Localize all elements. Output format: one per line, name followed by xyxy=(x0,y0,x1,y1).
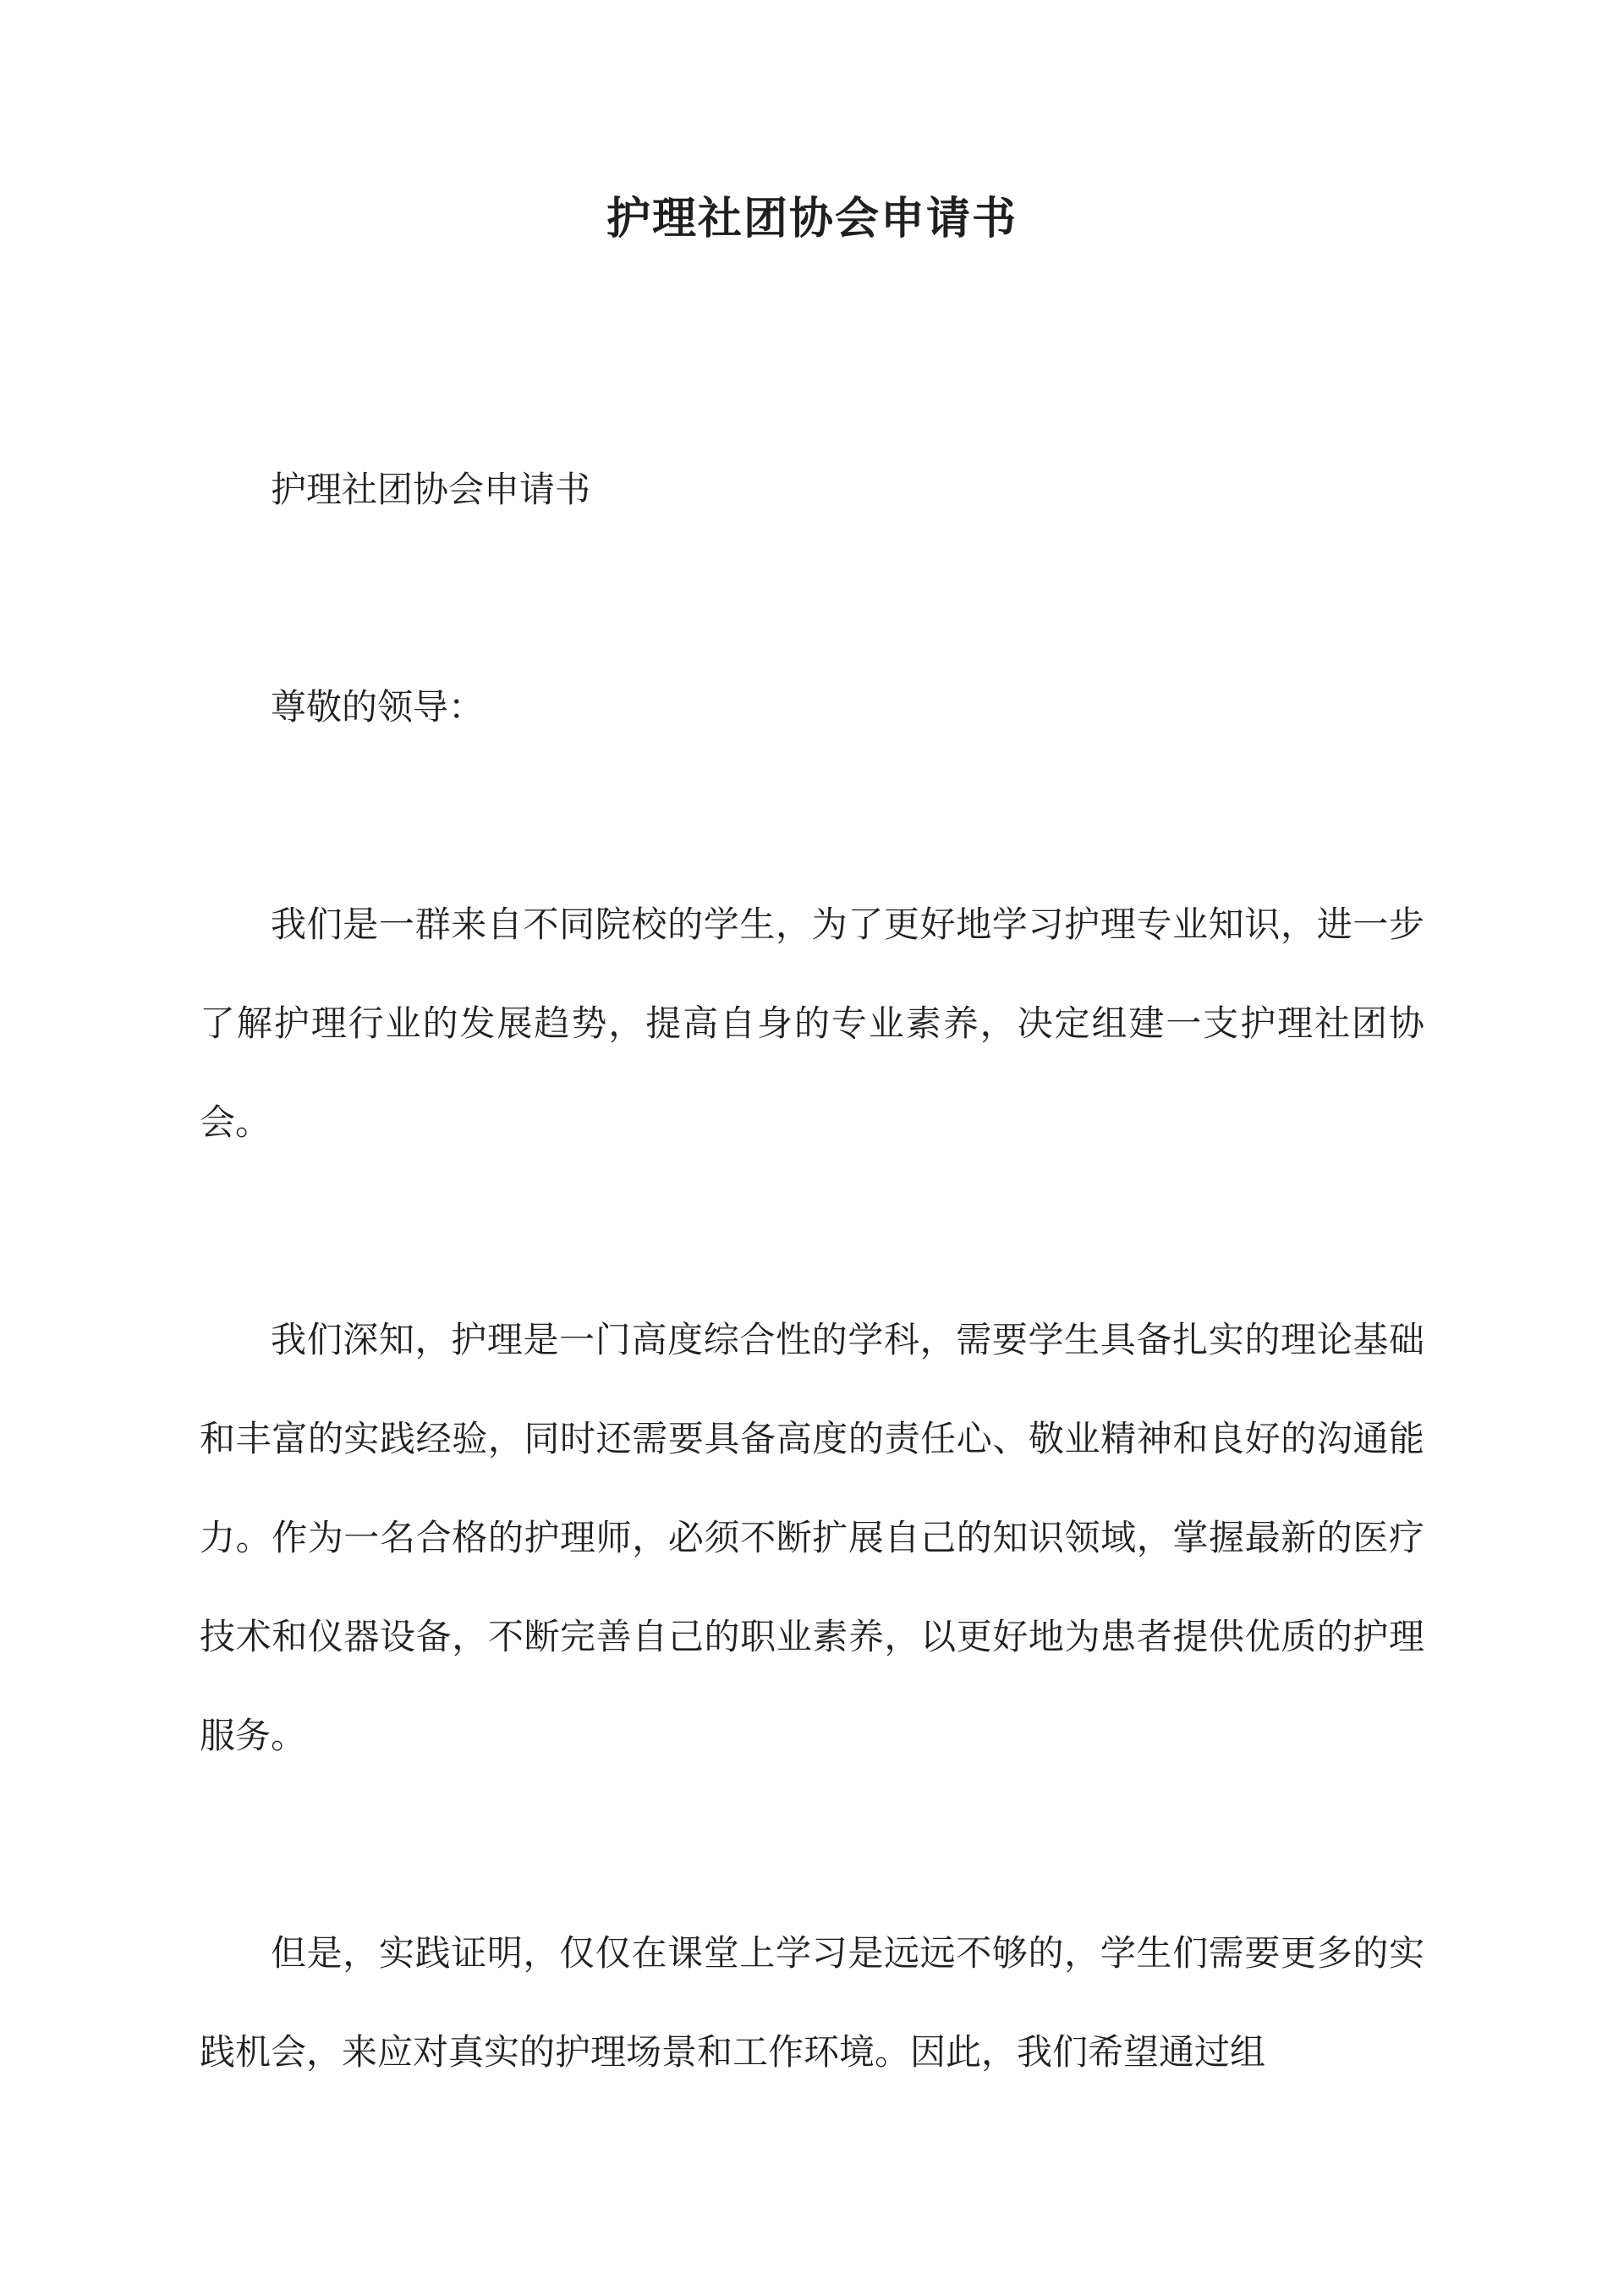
body-paragraph: 我们深知，护理是一门高度综合性的学科，需要学生具备扎实的理论基础和丰富的实践经验，同时还需要具备高度的责任心、敬业精神和良好的沟通能力。作为一名合格的护理师，必须不断扩展自己的知识领域，掌握最新的医疗技术和仪器设备，不断完善自己的职业素养，以更好地为患者提供优质的护理服务。 xyxy=(200,1319,1424,1756)
body-paragraph: 但是，实践证明，仅仅在课堂上学习是远远不够的，学生们需要更多的实践机会，来应对真实的护理场景和工作环境。因此，我们希望通过组 xyxy=(200,1932,1424,2073)
subtitle-paragraph: 护理社团协会申请书 xyxy=(271,469,591,510)
body-paragraph: 我们是一群来自不同院校的学生，为了更好地学习护理专业知识，进一步了解护理行业的发展趋势，提高自身的专业素养，决定组建一支护理社团协会。 xyxy=(200,904,1424,1143)
salutation-paragraph: 尊敬的领导： xyxy=(271,686,485,728)
document-title: 护理社团协会申请书 xyxy=(606,193,1018,244)
document-body xyxy=(200,440,1424,2101)
